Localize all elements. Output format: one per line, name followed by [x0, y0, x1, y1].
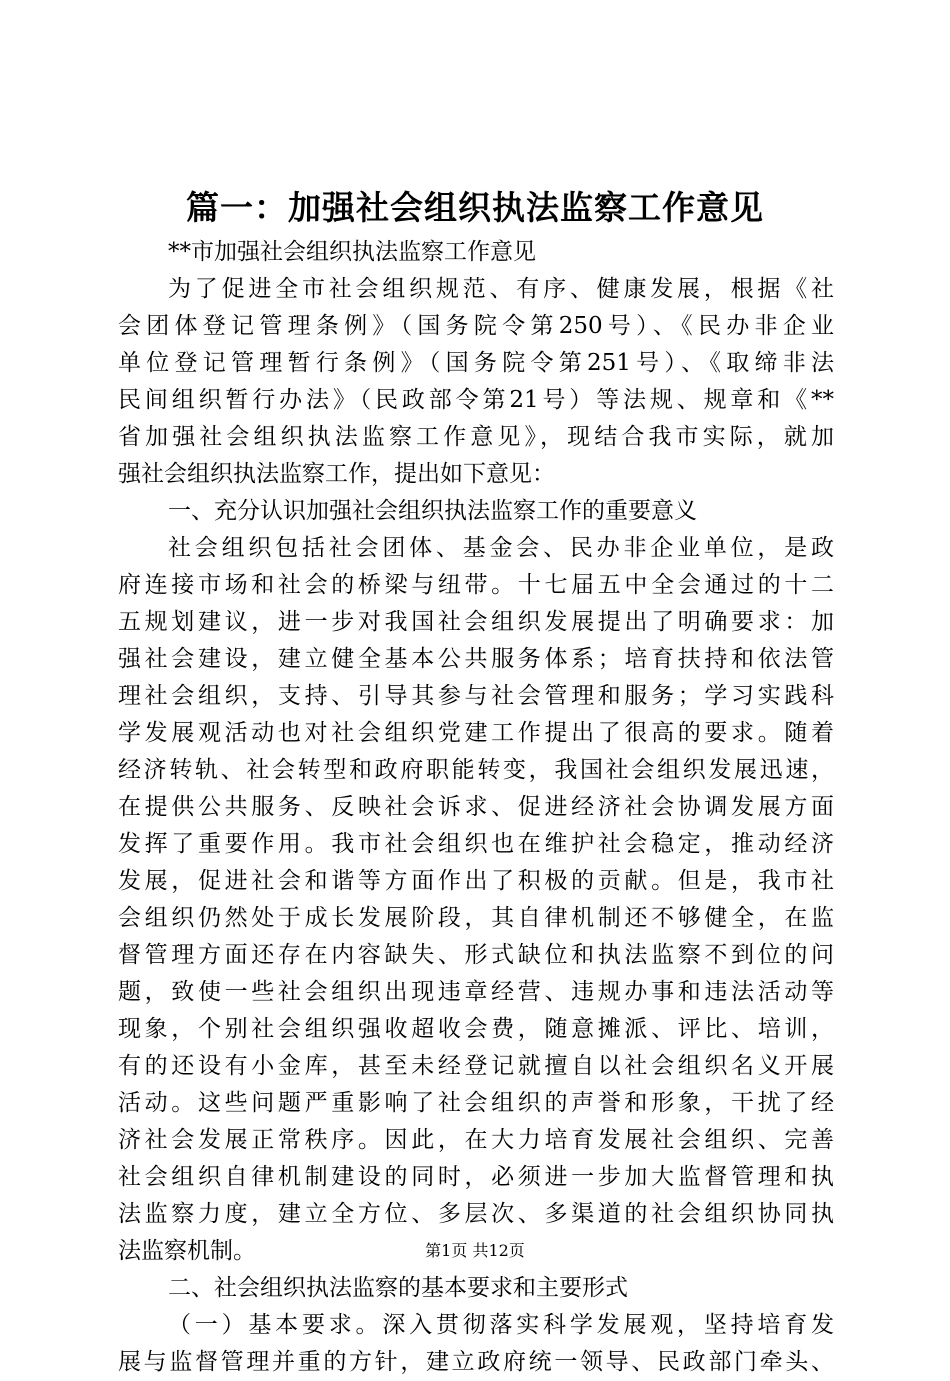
paragraph-line: 社会组织自律机制建设的同时，必须进一步加大监督管理和执 — [118, 1164, 834, 1190]
paragraph-line: 单位登记管理暂行条例》（国务院令第251号）、《取缔非法 — [118, 350, 834, 376]
paragraph-line: 活动。这些问题严重影响了社会组织的声誉和形象，干扰了经 — [118, 1090, 834, 1116]
paragraph-line: 会组织仍然处于成长发展阶段，其自律机制还不够健全，在监 — [118, 905, 834, 931]
document-body — [118, 234, 834, 1381]
paragraph-line: 法监察机制。 — [118, 1238, 256, 1264]
paragraph-line: 经济转轨、社会转型和政府职能转变，我国社会组织发展迅速， — [118, 757, 834, 783]
paragraph-line: 现象，个别社会组织强收超收会费，随意摊派、评比、培训， — [118, 1016, 834, 1042]
paragraph-line: 府连接市场和社会的桥梁与纽带。十七届五中全会通过的十二 — [118, 572, 834, 598]
paragraph-line: 五规划建议，进一步对我国社会组织发展提出了明确要求：加 — [118, 609, 834, 635]
section-heading: 一、充分认识加强社会组织执法监察工作的重要意义 — [168, 498, 697, 524]
paragraph-line: 为了促进全市社会组织规范、有序、健康发展，根据《社 — [168, 276, 834, 302]
paragraph-line: 理社会组织，支持、引导其参与社会管理和服务；学习实践科 — [118, 683, 834, 709]
paragraph-line: （一）基本要求。深入贯彻落实科学发展观，坚持培育发 — [168, 1312, 834, 1338]
paragraph-line: 在提供公共服务、反映社会诉求、促进经济社会协调发展方面 — [118, 794, 834, 820]
page-footer: 第1页 共12页 — [425, 1241, 525, 1260]
paragraph-line: 省加强社会组织执法监察工作意见》，现结合我市实际，就加 — [118, 424, 834, 450]
paragraph-line: 有的还设有小金库，甚至未经登记就擅自以社会组织名义开展 — [118, 1053, 834, 1079]
paragraph-line: 强社会组织执法监察工作，提出如下意见： — [118, 461, 555, 487]
paragraph-line: 强社会建设，建立健全基本公共服务体系；培育扶持和依法管 — [118, 646, 834, 672]
paragraph-line: 督管理方面还存在内容缺失、形式缺位和执法监察不到位的问 — [118, 942, 834, 968]
paragraph-line: 发挥了重要作用。我市社会组织也在维护社会稳定，推动经济 — [118, 831, 834, 857]
paragraph-line: 民间组织暂行办法》（民政部令第21号）等法规、规章和《** — [118, 387, 834, 413]
paragraph-line: 社会组织包括社会团体、基金会、民办非企业单位，是政 — [168, 535, 834, 561]
paragraph-line: 题，致使一些社会组织出现违章经营、违规办事和违法活动等 — [118, 979, 834, 1005]
paragraph-line: 展与监督管理并重的方针，建立政府统一领导、民政部门牵头、 — [118, 1349, 834, 1375]
document-title: 篇一：加强社会组织执法监察工作意见 — [186, 188, 764, 227]
subtitle-line: **市加强社会组织执法监察工作意见 — [168, 239, 536, 265]
section-heading: 二、社会组织执法监察的基本要求和主要形式 — [168, 1275, 628, 1301]
paragraph-line: 济社会发展正常秩序。因此，在大力培育发展社会组织、完善 — [118, 1127, 834, 1153]
paragraph-line: 会团体登记管理条例》（国务院令第250号）、《民办非企业 — [118, 313, 834, 339]
paragraph-line: 法监察力度，建立全方位、多层次、多渠道的社会组织协同执 — [118, 1201, 834, 1227]
paragraph-line: 发展，促进社会和谐等方面作出了积极的贡献。但是，我市社 — [118, 868, 834, 894]
paragraph-line: 学发展观活动也对社会组织党建工作提出了很高的要求。随着 — [118, 720, 834, 746]
